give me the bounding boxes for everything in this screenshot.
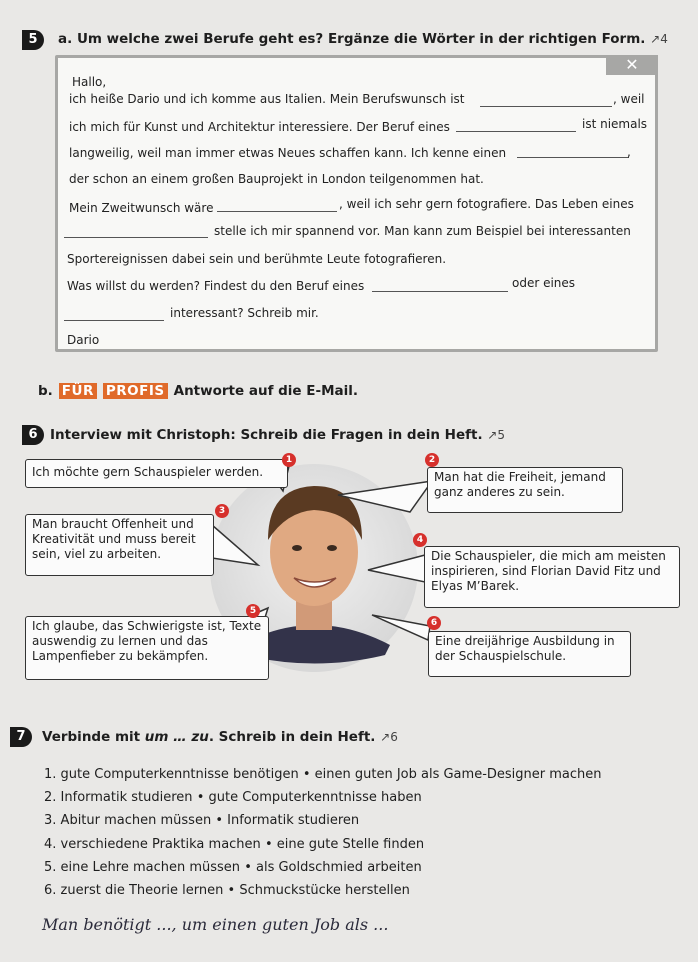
exercise-item-4: 4. verschiedene Praktika machen • eine gute Stelle finden bbox=[44, 837, 425, 852]
fuer-badge: FÜR bbox=[59, 383, 97, 399]
blank-7[interactable] bbox=[64, 310, 164, 321]
letter-line-4-end: , bbox=[627, 145, 631, 159]
bullet-icon: • bbox=[215, 813, 224, 828]
blank-5[interactable] bbox=[64, 227, 208, 238]
task-number-5: 5 bbox=[22, 30, 44, 50]
letter-signature: Dario bbox=[67, 333, 100, 347]
exercise-item-1: 1. gute Computerkenntnisse benötigen • einen guten Job als Game-Designer machen bbox=[44, 767, 602, 782]
exercise-item-2: 2. Informatik studieren • gute Computerkenntnisse haben bbox=[44, 790, 422, 805]
letter-line-10: interessant? Schreib mir. bbox=[170, 306, 319, 320]
letter-line-9: Was willst du werden? Findest du den Beruf eines bbox=[67, 279, 365, 293]
workbook-reference-icon: ↗ bbox=[650, 32, 661, 46]
task-number-7: 7 bbox=[10, 727, 32, 747]
bullet-icon: • bbox=[196, 790, 205, 805]
letter-line-6: Mein Zweitwunsch wäre bbox=[69, 201, 214, 215]
workbook-reference-number: 4 bbox=[660, 32, 668, 46]
workbook-reference-icon: ↗ bbox=[487, 428, 498, 442]
right-eye-shape bbox=[327, 545, 337, 551]
bullet-icon: • bbox=[244, 860, 252, 875]
task-5a-heading bbox=[58, 31, 668, 47]
task-7-heading bbox=[42, 729, 398, 745]
blank-2[interactable] bbox=[456, 121, 576, 132]
interview-bubble-4: Die Schauspieler, die mich am meisten inspirieren, sind Florian David Fitz und Elyas M’Barek. bbox=[424, 546, 680, 608]
close-icon: ✕ bbox=[606, 55, 658, 75]
task-5b-title: Antworte auf die E-Mail. bbox=[173, 383, 359, 399]
task-7-title-emphasis: um … zu bbox=[144, 729, 209, 745]
exercise-item-6: 6. zuerst die Theorie lernen • Schmuckstücke herstellen bbox=[44, 883, 410, 898]
letter-line-9-end: oder eines bbox=[512, 276, 576, 290]
bubble-number-3: 3 bbox=[215, 504, 229, 518]
bubble-number-5: 5 bbox=[246, 604, 260, 618]
letter-line-3-end: ist niemals bbox=[582, 117, 648, 131]
task-5a-title: a. Um welche zwei Berufe geht es? Ergänze die Wörter in der richtigen Form. bbox=[58, 31, 646, 47]
letter-line-7: stelle ich mir spannend vor. Man kann zum Beispiel bei interessanten bbox=[214, 224, 631, 238]
interview-bubble-1: Ich möchte gern Schauspieler werden. bbox=[25, 459, 288, 488]
bubble-number-4: 4 bbox=[413, 533, 427, 547]
left-eye-shape bbox=[292, 545, 302, 551]
bullet-icon: • bbox=[302, 767, 311, 782]
task-number-6: 6 bbox=[22, 425, 44, 445]
letter-line-2: ich heiße Dario und ich komme aus Italien. Mein Berufswunsch ist bbox=[69, 92, 465, 106]
letter-line-4: langweilig, weil man immer etwas Neues schaffen kann. Ich kenne einen bbox=[69, 146, 507, 160]
task-7-title-end: . Schreib in dein Heft. bbox=[208, 729, 376, 745]
workbook-reference-number: 6 bbox=[390, 730, 398, 744]
exercise-item-3: 3. Abitur machen müssen • Informatik studieren bbox=[44, 813, 360, 828]
blank-6[interactable] bbox=[372, 281, 508, 292]
letter-line-3: ich mich für Kunst und Architektur interessiere. Der Beruf eines bbox=[69, 120, 450, 134]
blank-1[interactable] bbox=[480, 96, 612, 107]
bubble-number-2: 2 bbox=[425, 453, 439, 467]
interview-bubble-3: Man braucht Offenheit und Kreativität und muss bereit sein, viel zu arbeiten. bbox=[25, 514, 214, 576]
interview-bubble-5: Ich glaube, das Schwierigste ist, Texte auswendig zu lernen und das Lampenfieber zu bekämpfen. bbox=[25, 616, 269, 680]
task-7-title-start: Verbinde mit bbox=[42, 729, 141, 745]
workbook-reference-icon: ↗ bbox=[380, 730, 391, 744]
task-6-title: Interview mit Christoph: Schreib die Fragen in dein Heft. bbox=[50, 427, 483, 443]
blank-3[interactable] bbox=[517, 147, 629, 158]
task-5b-letter: b. bbox=[38, 383, 53, 399]
bubble-number-6: 6 bbox=[427, 616, 441, 630]
profis-badge: PROFIS bbox=[103, 383, 168, 399]
letter-greeting: Hallo, bbox=[72, 75, 107, 89]
letter-line-5: der schon an einem großen Bauprojekt in London teilgenommen hat. bbox=[69, 172, 484, 186]
letter-line-8: Sportereignissen dabei sein und berühmte Leute fotografieren. bbox=[67, 252, 447, 266]
bullet-icon: • bbox=[264, 837, 273, 852]
blank-4[interactable] bbox=[217, 201, 337, 212]
workbook-reference-number: 5 bbox=[497, 428, 505, 442]
task-5b-heading bbox=[38, 383, 358, 399]
handwritten-example: Man benötigt ..., um einen guten Job als ... bbox=[42, 915, 389, 934]
letter-line-2-end: , weil bbox=[613, 92, 645, 106]
bubble-number-1: 1 bbox=[282, 453, 296, 467]
exercise-item-5: 5. eine Lehre machen müssen • als Goldschmied arbeiten bbox=[44, 860, 422, 875]
interview-bubble-2: Man hat die Freiheit, jemand ganz anderes zu sein. bbox=[427, 467, 623, 513]
bullet-icon: • bbox=[227, 883, 236, 898]
interview-bubble-6: Eine dreijährige Ausbildung in der Schauspielschule. bbox=[428, 631, 631, 677]
letter-line-6-end: , weil ich sehr gern fotografiere. Das Leben eines bbox=[339, 197, 634, 211]
